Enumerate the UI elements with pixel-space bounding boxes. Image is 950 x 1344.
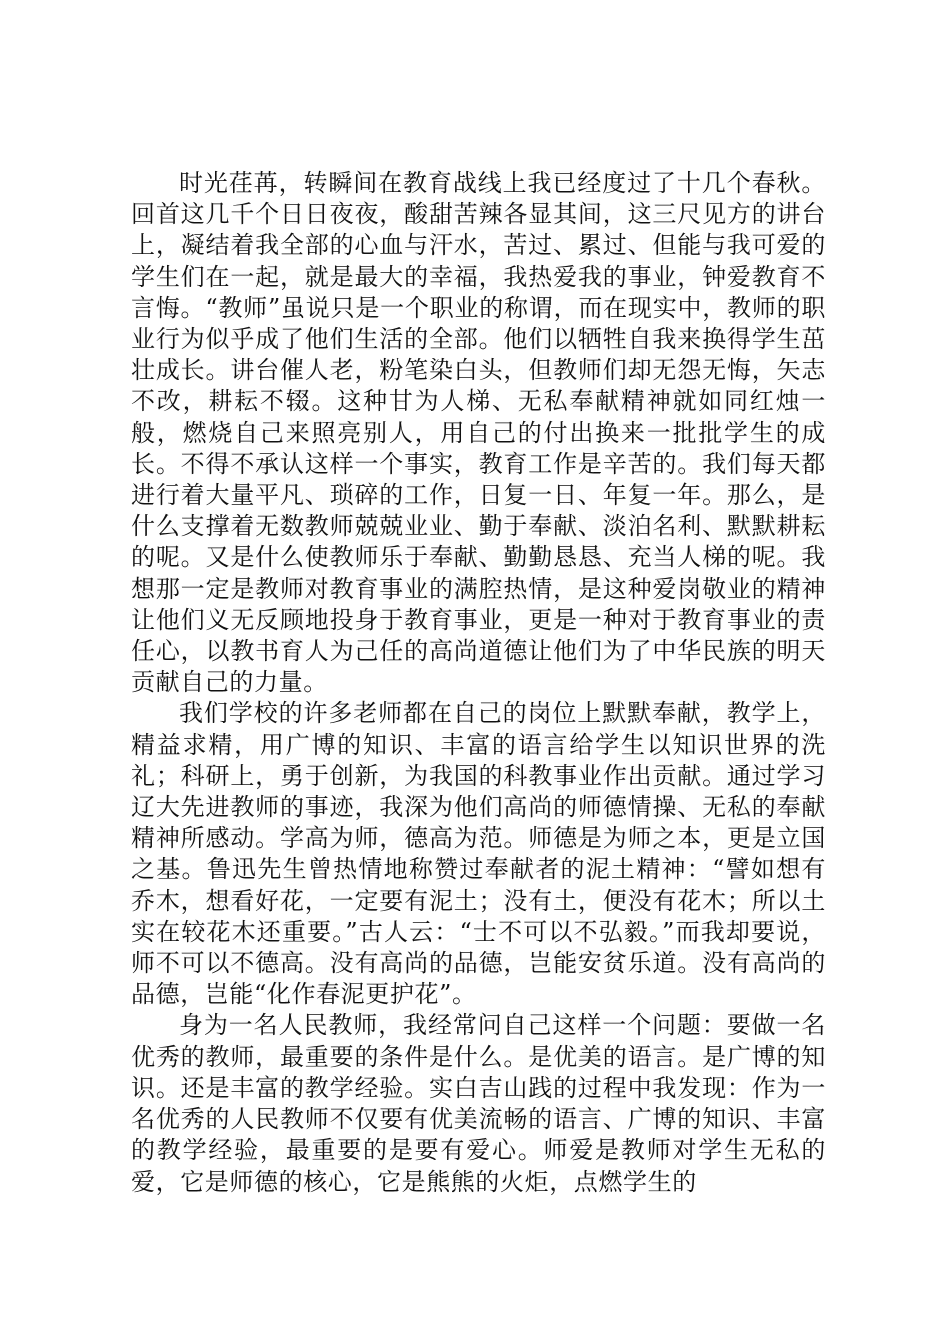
paragraph-3: 身为一名人民教师，我经常问自己这样一个问题：要做一名优秀的教师，最重要的条件是什么。是优美的语言。是广博的知识。还是丰富的教学经验。实白吉山践的过程中我发现：作为一名优秀的人民教师不仅要有优美流畅的语言、广博的知识、丰富的教学经验，最重要的是要有爱心。师爱是教师对学生无私的爱，它是师德的核心，它是熊熊的火炬，点燃学生的 — [131, 1011, 826, 1196]
document-body — [131, 168, 826, 1198]
paragraph-2: 我们学校的许多老师都在自己的岗位上默默奉献，教学上，精益求精，用广博的知识、丰富的语言给学生以知识世界的洗礼；科研上，勇于创新，为我国的科教事业作出贡献。通过学习辽大先进教师的事迹，我深为他们高尚的师德情操、无私的奉献精神所感动。学高为师，德高为范。师德是为师之本，更是立国之基。鲁迅先生曾热情地称赞过奉献者的泥土精神：“譬如想有乔木，想看好花，一定要有泥土；没有土，便没有花木；所以土实在较花木还重要。”古人云：“士不可以不弘毅。”而我却要说，师不可以不德高。没有高尚的品德，岂能安贫乐道。没有高尚的品德，岂能“化作春泥更护花”。 — [131, 699, 826, 1009]
paragraph-1: 时光荏苒，转瞬间在教育战线上我已经度过了十几个春秋。回首这几千个日日夜夜，酸甜苦辣各显其间，这三尺见方的讲台上，凝结着我全部的心血与汗水，苦过、累过、但能与我可爱的学生们在一起，就是最大的幸福，我热爱我的事业，钟爱教育不言悔。“教师”虽说只是一个职业的称谓，而在现实中，教师的职业行为似乎成了他们生活的全部。他们以牺牲自我来换得学生茁壮成长。讲台催人老，粉笔染白头，但教师们却无怨无悔，矢志不改，耕耘不辍。这种甘为人梯、无私奉献精神就如同红烛一般，燃烧自己来照亮别人，用自己的付出换来一批批学生的成长。不得不承认这样一个事实，教育工作是辛苦的。我们每天都进行着大量平凡、琐碎的工作，日复一日、年复一年。那么，是什么支撑着无数教师兢兢业业、勤于奉献、淡泊名利、默默耕耘的呢。又是什么使教师乐于奉献、勤勤恳恳、充当人梯的呢。我想那一定是教师对教育事业的满腔热情，是这种爱岗敬业的精神让他们义无反顾地投身于教育事业，更是一种对于教育事业的责任心，以教书育人为己任的高尚道德让他们为了中华民族的明天贡献自己的力量。 — [131, 169, 826, 697]
